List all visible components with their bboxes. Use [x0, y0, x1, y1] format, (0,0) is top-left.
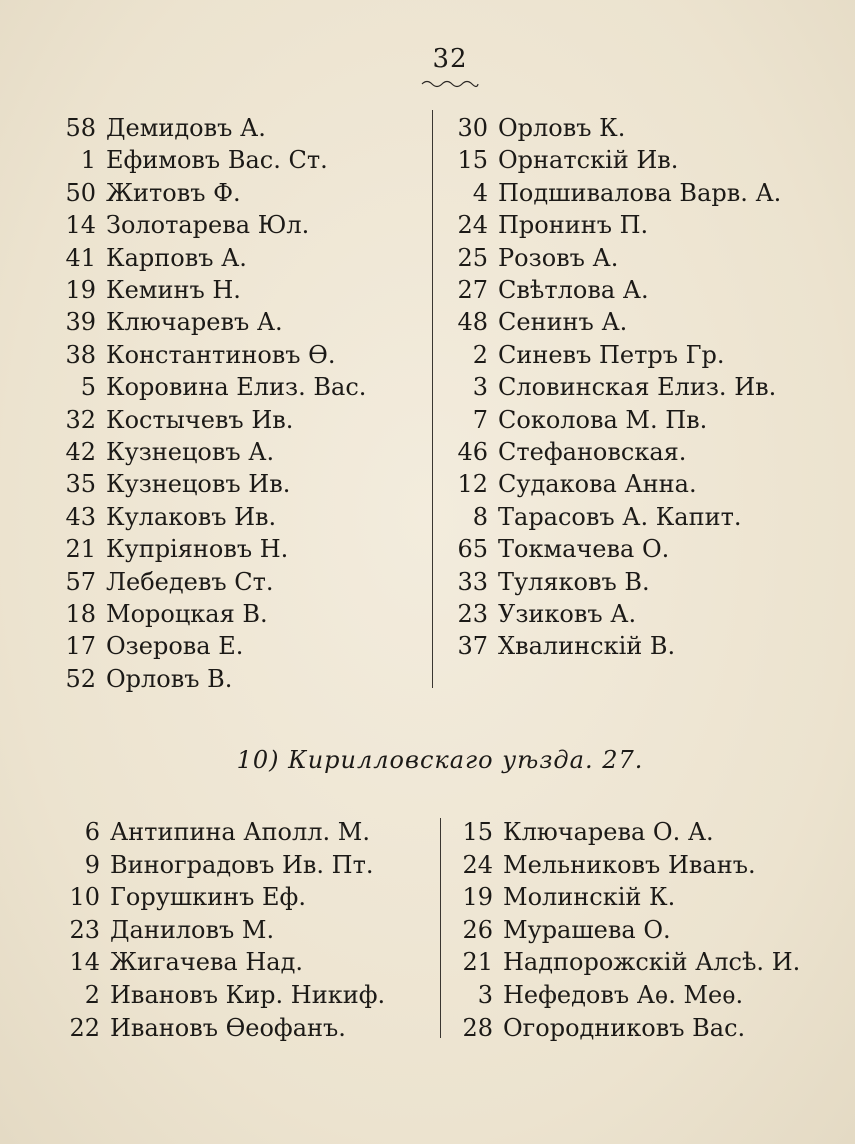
entry-name: Купріяновъ Н.: [106, 535, 289, 564]
entry-name: Туляковъ В.: [498, 567, 650, 596]
entry-name: Кузнецовъ Ив.: [106, 470, 291, 499]
entry-number: 27: [457, 276, 488, 304]
entry-number: 3: [477, 981, 493, 1009]
section1-right-column: [450, 112, 850, 672]
entry-number: 15: [457, 146, 488, 175]
list-entry: [455, 849, 756, 881]
entry-number: 23: [69, 915, 100, 944]
entry-name: Словинская Елиз. Ив.: [498, 373, 777, 402]
entry-name: Сенинъ А.: [498, 308, 628, 337]
entry-number: 9: [84, 850, 100, 879]
entry-name: Орнатскій Ив.: [498, 146, 679, 175]
entry-number: 41: [65, 243, 96, 272]
entry-name: Горушкинъ Еф.: [110, 883, 306, 912]
list-entry: [58, 436, 274, 468]
list-entry: [450, 566, 650, 598]
list-entry: [58, 881, 306, 913]
entry-number: 19: [462, 883, 493, 912]
list-entry: [455, 816, 714, 848]
entry-number: 14: [69, 948, 100, 977]
entry-name: Пронинъ П.: [498, 211, 649, 240]
list-entry: [450, 177, 781, 209]
entry-name: Карповъ А.: [106, 243, 247, 272]
list-entry: [450, 598, 636, 630]
entry-name: Нефедовъ Аѳ. Меѳ.: [503, 981, 744, 1009]
entry-name: Орловъ В.: [106, 664, 233, 693]
entry-number: 5: [80, 373, 96, 402]
entry-number: 39: [65, 308, 96, 337]
list-entry: [455, 946, 800, 978]
entry-number: 22: [69, 1013, 100, 1042]
entry-number: 12: [457, 470, 488, 499]
list-entry: [58, 209, 309, 241]
entry-name: Коровина Елиз. Вас.: [106, 373, 367, 402]
section1-column-divider: [432, 110, 433, 688]
entry-number: 37: [457, 632, 488, 661]
entry-name: Озерова Е.: [106, 632, 244, 661]
entry-name: Житовъ Ф.: [106, 178, 241, 207]
list-entry: [58, 630, 243, 662]
entry-number: 58: [65, 114, 96, 142]
entry-number: 6: [84, 818, 100, 846]
entry-number: 14: [65, 211, 96, 240]
entry-name: Кузнецовъ А.: [106, 438, 275, 466]
entry-number: 43: [65, 502, 96, 531]
entry-number: 17: [65, 632, 96, 661]
entry-number: 42: [65, 438, 96, 466]
entry-number: 21: [65, 535, 96, 564]
entry-name: Орловъ К.: [498, 114, 626, 142]
flourish-ornament: [420, 78, 480, 88]
entry-name: Лебедевъ Ст.: [106, 567, 274, 596]
entry-name: Золотарева Юл.: [106, 211, 310, 240]
list-entry: [58, 339, 335, 371]
list-entry: [58, 371, 366, 403]
entry-name: Антипина Аполл. М.: [110, 818, 370, 846]
entry-name: Виноградовъ Ив. Пт.: [110, 850, 374, 879]
list-entry: [455, 979, 743, 1011]
list-entry: [58, 533, 288, 565]
entry-name: Свѣтлова А.: [498, 276, 649, 304]
section2-left-column: [58, 816, 428, 1056]
list-entry: [58, 274, 241, 306]
entry-number: 2: [472, 340, 488, 369]
list-entry: [58, 849, 374, 881]
list-entry: [450, 274, 649, 306]
list-entry: [450, 209, 648, 241]
entry-number: 30: [457, 114, 488, 142]
list-entry: [58, 468, 290, 500]
list-entry: [450, 468, 697, 500]
list-entry: [450, 339, 725, 371]
entry-number: 8: [472, 502, 488, 531]
list-entry: [455, 914, 671, 946]
list-entry: [450, 630, 675, 662]
entry-name: Узиковъ А.: [498, 600, 637, 628]
entry-name: Хвалинскій В.: [498, 632, 676, 661]
entry-name: Жигачева Над.: [110, 948, 304, 977]
list-entry: [450, 533, 669, 565]
entry-name: Кулаковъ Ив.: [106, 502, 277, 531]
entry-number: 24: [457, 211, 488, 240]
entry-name: Костычевъ Ив.: [106, 405, 294, 434]
list-entry: [450, 404, 707, 436]
entry-number: 33: [457, 567, 488, 596]
list-entry: [58, 144, 328, 176]
page-number: 32: [432, 44, 468, 74]
entry-name: Константиновъ Ѳ.: [106, 340, 336, 369]
list-entry: [450, 242, 618, 274]
list-entry: [450, 371, 776, 403]
entry-name: Надпорожскій Алсѣ. И.: [503, 948, 801, 977]
entry-number: 38: [65, 340, 96, 369]
list-entry: [58, 1012, 346, 1044]
entry-name: Молинскій К.: [503, 883, 676, 912]
entry-name: Мельниковъ Иванъ.: [503, 850, 756, 879]
entry-name: Синевъ Петръ Гр.: [498, 340, 725, 369]
entry-number: 52: [65, 664, 96, 693]
section2-right-column: [455, 816, 850, 1056]
list-entry: [58, 816, 370, 848]
entry-number: 35: [65, 470, 96, 499]
list-entry: [450, 501, 742, 533]
entry-number: 57: [65, 567, 96, 596]
entry-name: Судакова Анна.: [498, 470, 697, 499]
section1-left-column: [58, 112, 418, 702]
entry-number: 32: [65, 405, 96, 434]
entry-number: 26: [462, 915, 493, 944]
section-heading: 10) Кирилловскаго уѣзда. 27.: [236, 746, 644, 774]
entry-number: 4: [472, 178, 488, 207]
list-entry: [450, 436, 686, 468]
entry-number: 48: [457, 308, 488, 337]
entry-number: 10: [69, 883, 100, 912]
entry-name: Мороцкая В.: [106, 600, 268, 628]
entry-number: 1: [80, 146, 96, 175]
list-entry: [58, 566, 274, 598]
entry-number: 50: [65, 178, 96, 207]
entry-number: 7: [472, 405, 488, 434]
entry-number: 46: [457, 438, 488, 466]
list-entry: [450, 306, 627, 338]
entry-number: 21: [462, 948, 493, 977]
entry-number: 25: [457, 243, 488, 272]
list-entry: [58, 663, 232, 695]
list-entry: [58, 946, 303, 978]
entry-number: 28: [462, 1013, 493, 1042]
list-entry: [450, 144, 678, 176]
list-entry: [58, 501, 276, 533]
list-entry: [455, 881, 675, 913]
entry-name: Ивановъ Кир. Никиф.: [110, 981, 386, 1009]
entry-name: Розовъ А.: [498, 243, 619, 272]
entry-name: Ключарева О. А.: [503, 818, 714, 846]
entry-name: Даниловъ М.: [110, 915, 275, 944]
entry-number: 65: [457, 535, 488, 564]
list-entry: [455, 1012, 745, 1044]
entry-name: Мурашева О.: [503, 915, 671, 944]
entry-name: Демидовъ А.: [106, 114, 266, 142]
entry-name: Соколова М. Пв.: [498, 405, 708, 434]
list-entry: [58, 177, 241, 209]
entry-name: Ивановъ Ѳеофанъ.: [110, 1013, 346, 1042]
list-entry: [58, 979, 385, 1011]
list-entry: [58, 914, 274, 946]
entry-number: 19: [65, 276, 96, 304]
list-entry: [58, 404, 293, 436]
entry-number: 23: [457, 600, 488, 628]
entry-name: Токмачева О.: [498, 535, 670, 564]
list-entry: [58, 242, 247, 274]
list-entry: [58, 112, 266, 144]
entry-number: 3: [472, 373, 488, 402]
section2-column-divider: [440, 818, 441, 1038]
entry-name: Тарасовъ А. Капит.: [498, 502, 742, 531]
list-entry: [58, 598, 268, 630]
list-entry: [58, 306, 283, 338]
entry-name: Стефановская.: [498, 438, 687, 466]
entry-name: Огородниковъ Вас.: [503, 1013, 746, 1042]
entry-name: Ефимовъ Вас. Ст.: [106, 146, 328, 175]
entry-number: 2: [84, 981, 100, 1009]
entry-name: Кеминъ Н.: [106, 276, 241, 304]
entry-name: Подшивалова Варв. А.: [498, 178, 782, 207]
entry-number: 24: [462, 850, 493, 879]
entry-number: 15: [462, 818, 493, 846]
list-entry: [450, 112, 625, 144]
entry-number: 18: [65, 600, 96, 628]
entry-name: Ключаревъ А.: [106, 308, 283, 337]
